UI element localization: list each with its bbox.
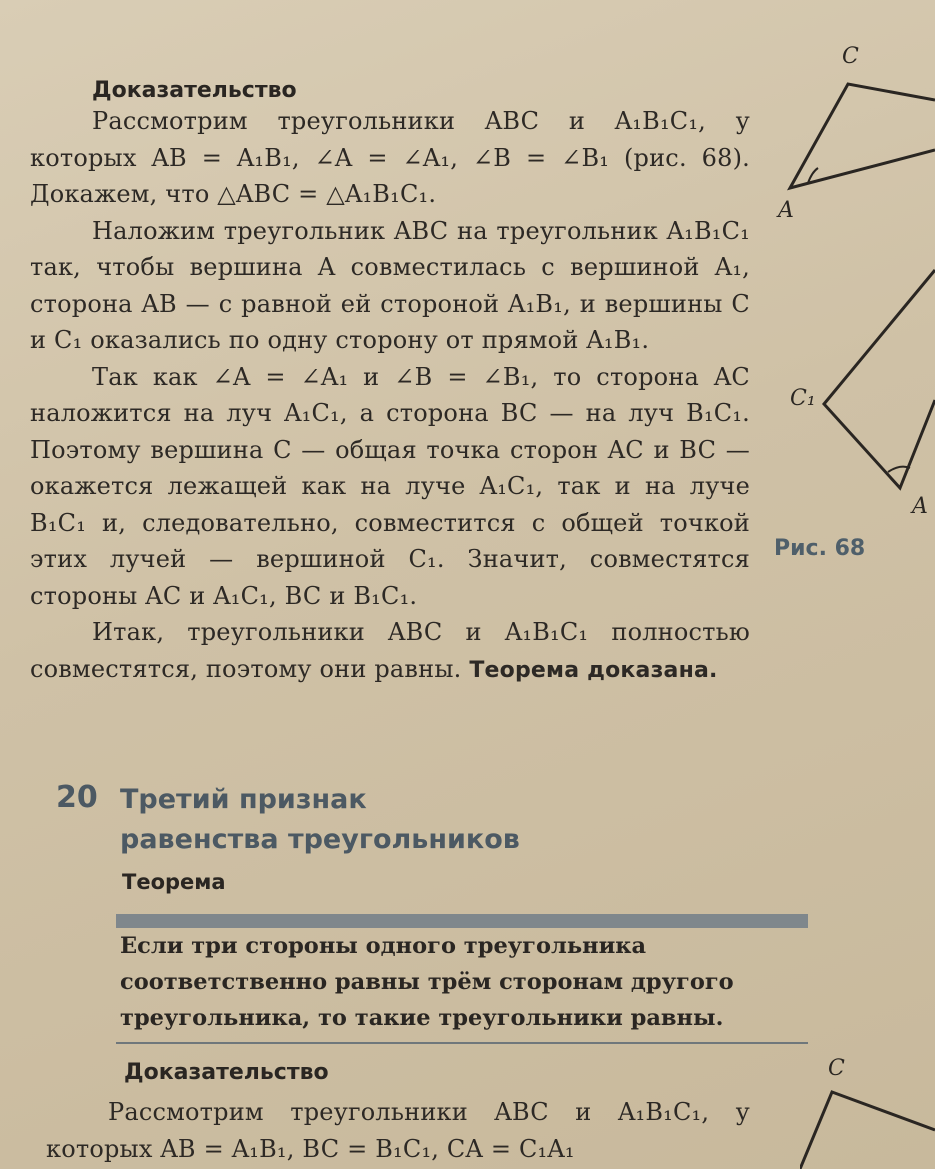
figure68-caption: Рис. 68 bbox=[774, 536, 866, 561]
proof-block bbox=[30, 78, 750, 689]
figure68-label-a1: A bbox=[912, 494, 928, 519]
proof-heading: Доказательство bbox=[92, 78, 297, 103]
figure69-triangle bbox=[800, 1092, 935, 1169]
proof-paragraph-4 bbox=[30, 614, 750, 689]
section-title-line-2: равенства треугольников bbox=[120, 824, 520, 855]
figure-69 bbox=[800, 1080, 935, 1169]
figure68-label-c1: C₁ bbox=[790, 386, 816, 411]
proof-paragraph-3: Так как ∠A = ∠A₁ и ∠B = ∠B₁, то сторона AC наложится на луч A₁C₁, а сторона BC — на луч B₁C₁. Поэтому вершина C — общая точка сторон AC и BC — окажется лежащей как на луче A₁C₁, так и на луче B₁C₁ и, следовательно, совместится с общей точкой этих лучей — вершиной C₁. Значит, совместятся стороны AC и A₁C₁, BC и B₁C₁. bbox=[30, 362, 750, 610]
triangle-abc bbox=[790, 84, 935, 188]
theorem-label: Теорема bbox=[122, 870, 226, 894]
triangle-a1b1c1 bbox=[824, 270, 935, 488]
section-title-line-1: Третий признак bbox=[120, 784, 367, 815]
section-number: 20 bbox=[56, 780, 98, 815]
proof2-paragraph-1: Рассмотрим треугольники ABC и A₁B₁C₁, у которых AB = A₁B₁, BC = B₁C₁, CA = C₁A₁ bbox=[46, 1098, 750, 1163]
figure68-label-c: C bbox=[842, 44, 859, 69]
figure69-label-c: C bbox=[828, 1056, 845, 1081]
figure-68 bbox=[760, 40, 935, 520]
theorem-bar bbox=[116, 914, 808, 928]
proof2-block bbox=[46, 1094, 750, 1167]
theorem-divider bbox=[116, 1042, 808, 1044]
proof-paragraph-2: Наложим треугольник ABC на треугольник A₁B₁C₁ так, чтобы вершина A совместилась с вершиной A₁, сторона AB — с равной ей стороной A₁B₁, и вершины C и C₁ оказались по одну сторону от прямой A₁B₁. bbox=[30, 216, 750, 354]
theorem-statement: Если три стороны одного треугольника соответственно равны трём сторонам другого треугольника, то такие треугольники равны. bbox=[120, 933, 734, 1031]
proof-paragraph-1: Рассмотрим треугольники ABC и A₁B₁C₁, у которых AB = A₁B₁, ∠A = ∠A₁, ∠B = ∠B₁ (рис. 68). Докажем, что △ABC = △A₁B₁C₁. bbox=[30, 107, 750, 208]
proof-paragraph-4-text: Итак, треугольники ABC и A₁B₁C₁ полностью совместятся, поэтому они равны. bbox=[30, 618, 750, 683]
theorem-proved-text: Теорема доказана. bbox=[469, 657, 718, 683]
proof2-heading: Доказательство bbox=[124, 1060, 329, 1085]
section-title bbox=[120, 780, 520, 860]
figure68-label-a: A bbox=[778, 198, 794, 223]
